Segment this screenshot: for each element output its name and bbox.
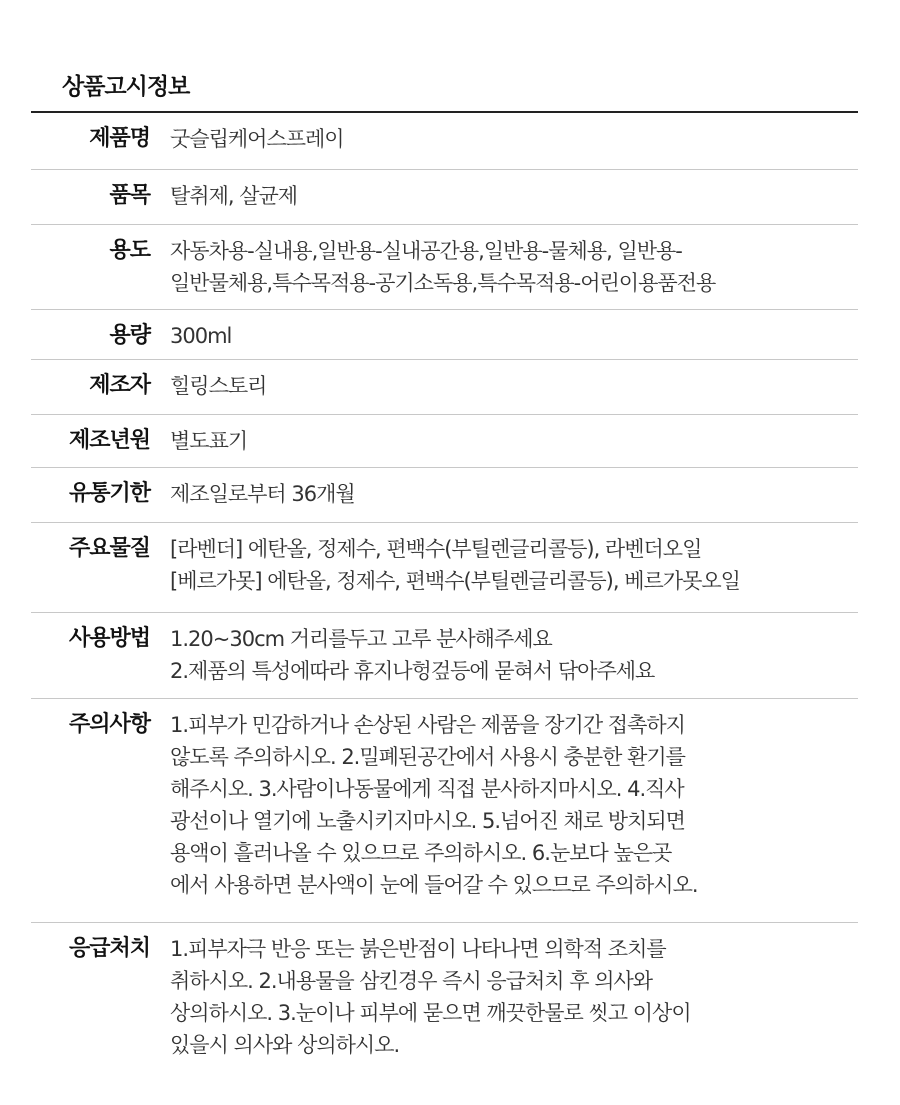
row-value	[170, 478, 858, 510]
info-row-manufacturer	[31, 360, 858, 415]
info-row-usage-purpose	[31, 225, 858, 310]
value-line: 용액이 흘러나올 수 있으므로 주의하시오. 6.눈보다 높은곳	[170, 841, 672, 865]
row-label: 제품명	[89, 126, 150, 151]
row-value	[170, 235, 858, 299]
value-line: 취하시오. 2.내용물을 삼킨경우 즉시 응급처치 후 의사와	[170, 969, 653, 993]
info-row-manufacture-date	[31, 415, 858, 468]
value-line: 에서 사용하면 분사액이 눈에 들어갈 수 있으므로 주의하시오.	[170, 873, 698, 897]
row-label: 응급처치	[68, 936, 150, 961]
row-label: 주의사항	[68, 712, 150, 737]
row-label: 제조년원	[68, 428, 150, 453]
value-line: 않도록 주의하시오. 2.밀폐된공간에서 사용시 충분한 환기를	[170, 745, 685, 769]
info-row-item-type	[31, 170, 858, 225]
row-value	[170, 180, 858, 212]
value-line: 있을시 의사와 상의하시오.	[170, 1033, 400, 1057]
value-line: 힐링스토리	[170, 374, 267, 398]
value-line: 1.피부가 민감하거나 손상된 사람은 제품을 장기간 접촉하지	[170, 713, 685, 737]
row-value	[170, 370, 858, 402]
value-line: 별도표기	[170, 429, 248, 453]
row-label: 용량	[109, 323, 150, 348]
info-row-precautions	[31, 699, 858, 923]
info-row-product-name	[31, 113, 858, 170]
info-row-directions	[31, 613, 858, 699]
value-line: 300ml	[170, 324, 232, 348]
value-line: 해주시오. 3.사람이나동물에게 직접 분사하지마시오. 4.직사	[170, 777, 684, 801]
value-line: 굿슬립케어스프레이	[170, 127, 344, 151]
info-row-expiration	[31, 468, 858, 523]
row-value	[170, 425, 858, 457]
value-line: 상의하시오. 3.눈이나 피부에 묻으면 깨끗한물로 씻고 이상이	[170, 1001, 691, 1025]
value-line: [라벤더] 에탄올, 정제수, 편백수(부틸렌글리콜등), 라벤더오일	[170, 537, 702, 561]
info-row-volume	[31, 310, 858, 360]
value-line: 1.20~30cm 거리를두고 고루 분사해주세요	[170, 627, 552, 651]
product-info-section	[31, 0, 858, 1093]
row-label: 용도	[109, 238, 150, 263]
row-value	[170, 320, 858, 352]
value-line: 자동차용-실내용,일반용-실내공간용,일반용-물체용, 일반용-	[170, 239, 682, 263]
value-line: 탈취제, 살균제	[170, 184, 298, 208]
value-line: 일반물체용,특수목적용-공기소독용,특수목적용-어린이용품전용	[170, 271, 716, 295]
row-value	[170, 123, 858, 155]
value-line: 제조일로부터 36개월	[170, 482, 355, 506]
row-label: 유통기한	[68, 481, 150, 506]
value-line: 1.피부자극 반응 또는 붉은반점이 나타나면 의학적 조치를	[170, 937, 666, 961]
row-value	[170, 623, 858, 687]
info-row-first-aid	[31, 923, 858, 1093]
row-label: 사용방법	[68, 626, 150, 651]
row-label: 제조자	[89, 373, 150, 398]
row-label: 주요물질	[68, 536, 150, 561]
value-line: [베르가못] 에탄올, 정제수, 편백수(부틸렌글리콜등), 베르가못오일	[170, 569, 740, 593]
value-line: 2.제품의 특성에따라 휴지나헝겊등에 묻혀서 닦아주세요	[170, 659, 655, 683]
row-label: 품목	[109, 183, 150, 208]
section-title: 상품고시정보	[31, 0, 858, 113]
info-row-main-ingredients	[31, 523, 858, 613]
value-line: 광선이나 열기에 노출시키지마시오. 5.넘어진 채로 방치되면	[170, 809, 685, 833]
row-value	[170, 933, 858, 1061]
row-value	[170, 709, 858, 901]
row-value	[170, 533, 858, 597]
